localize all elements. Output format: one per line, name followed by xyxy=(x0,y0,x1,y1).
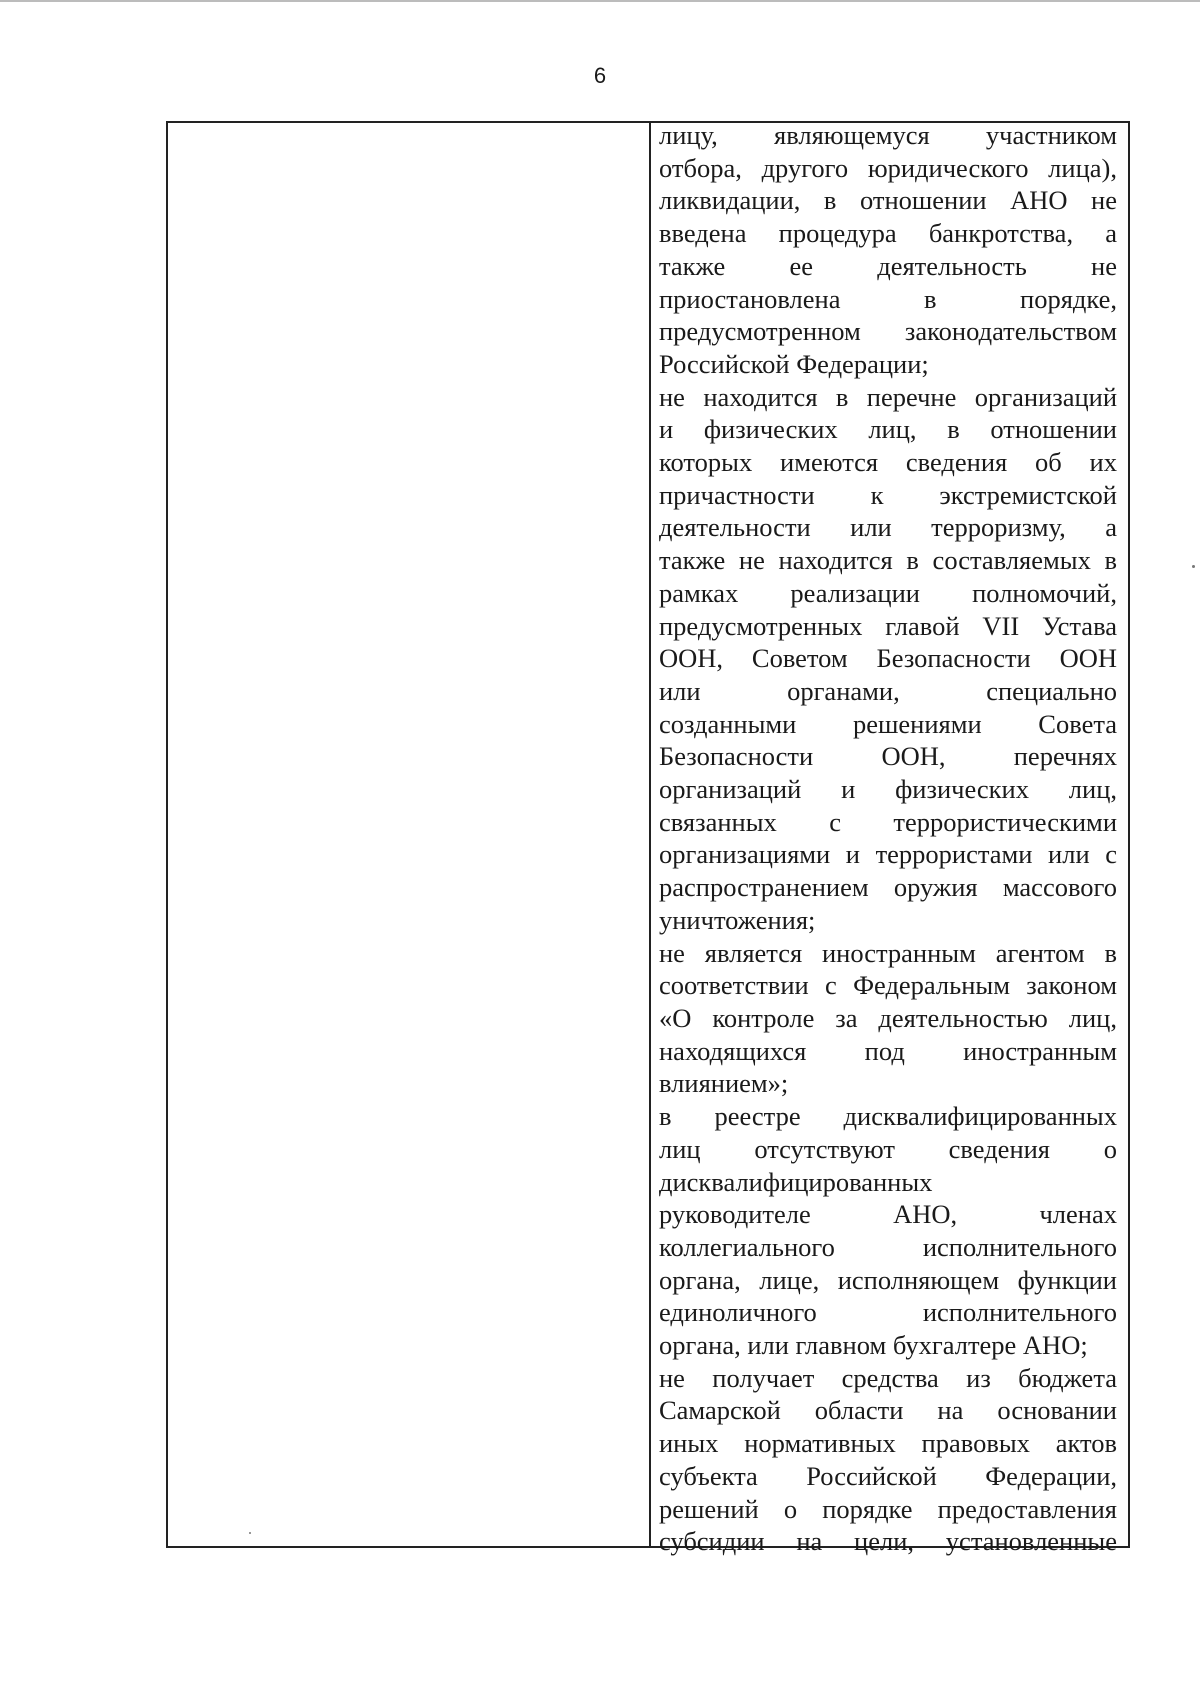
text-line: не является иностранным агентом в xyxy=(659,937,1117,968)
text-paragraph xyxy=(659,1100,1117,1198)
text-line: распространением оружия массового xyxy=(659,872,1117,903)
text-line: созданными решениями Совета xyxy=(659,708,1117,739)
scan-speck xyxy=(1192,565,1195,568)
text-line: лиц отсутствуют сведения о xyxy=(659,1133,1117,1164)
document-table xyxy=(166,120,1130,1557)
text-line: руководителе АНО, членах xyxy=(659,1199,1117,1230)
text-line: приостановлена в порядке, xyxy=(659,283,1117,314)
text-line: лицу, являющемуся участником xyxy=(659,120,1117,150)
text-line: решений о порядке предоставления xyxy=(659,1493,1117,1524)
table-cell-left xyxy=(168,123,651,1546)
text-line: субъекта Российской Федерации, xyxy=(659,1460,1117,1491)
text-line: «О контроле за деятельностью лиц, xyxy=(659,1002,1117,1033)
text-line: ООН, Советом Безопасности ООН xyxy=(659,643,1117,674)
top-border-line xyxy=(0,0,1200,2)
text-line: не получает средства из бюджета xyxy=(659,1362,1117,1393)
text-line: органа, или главном бухгалтере АНО; xyxy=(659,1330,1088,1361)
text-line: отбора, другого юридического лица), xyxy=(659,152,1117,183)
text-line: дисквалифицированных xyxy=(659,1166,933,1197)
text-line: также ее деятельность не xyxy=(659,250,1117,281)
text-line: организаций и физических лиц, xyxy=(659,774,1117,805)
text-line: и физических лиц, в отношении xyxy=(659,414,1117,445)
text-line: которых имеются сведения об их xyxy=(659,447,1117,478)
text-line: субсидии на цели, установленные xyxy=(659,1526,1117,1557)
text-line: органа, лице, исполняющем функции xyxy=(659,1264,1117,1295)
text-paragraph xyxy=(659,1362,1117,1558)
text-line: введена процедура банкротства, а xyxy=(659,218,1117,249)
text-line: не находится в перечне организаций xyxy=(659,381,1117,412)
text-line: единоличного исполнительного xyxy=(659,1297,1117,1328)
text-line: находящихся под иностранным xyxy=(659,1035,1117,1066)
text-line: Безопасности ООН, перечнях xyxy=(659,741,1117,772)
text-paragraph xyxy=(659,1198,1117,1362)
scan-speck xyxy=(249,1532,251,1534)
text-line: причастности к экстремистской xyxy=(659,479,1117,510)
text-line: коллегиального исполнительного xyxy=(659,1231,1117,1262)
text-line: соответствии с Федеральным законом xyxy=(659,970,1117,1001)
text-line: ликвидации, в отношении АНО не xyxy=(659,185,1117,216)
text-line: предусмотренных главой VII Устава xyxy=(659,610,1117,641)
text-paragraph xyxy=(659,937,1117,1101)
text-line: предусмотренном законодательством xyxy=(659,316,1117,347)
text-line: или органами, специально xyxy=(659,675,1117,706)
text-line: Самарской области на основании xyxy=(659,1395,1117,1426)
text-line: уничтожения; xyxy=(659,904,816,935)
text-paragraph xyxy=(659,119,1117,381)
text-line: в реестре дисквалифицированных xyxy=(659,1101,1117,1132)
text-line: иных нормативных правовых актов xyxy=(659,1428,1117,1459)
text-line: Российской Федерации; xyxy=(659,348,929,379)
page-number: 6 xyxy=(593,63,607,88)
text-line: также не находится в составляемых в xyxy=(659,545,1117,576)
text-line: рамках реализации полномочий, xyxy=(659,577,1117,608)
table-cell-right xyxy=(659,119,1117,1558)
text-line: связанных с террористическими xyxy=(659,806,1117,837)
text-line: деятельности или терроризму, а xyxy=(659,512,1117,543)
text-paragraph xyxy=(659,381,1117,937)
text-line: организациями и террористами или с xyxy=(659,839,1117,870)
text-line: влиянием»; xyxy=(659,1068,789,1099)
